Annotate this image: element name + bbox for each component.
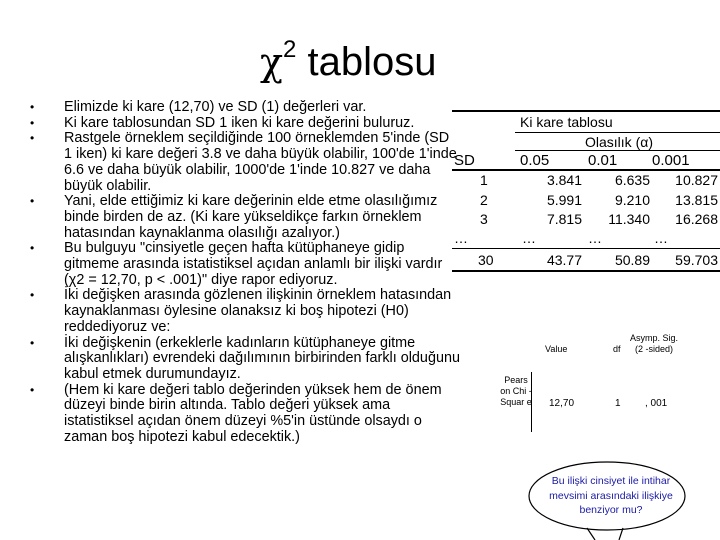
bullet-item bbox=[30, 288, 460, 335]
sig-value: , 001 bbox=[645, 398, 668, 409]
prob-header: Olasılık (α) bbox=[585, 134, 653, 150]
alpha-header-0001: 0.001 bbox=[652, 152, 690, 169]
table-cell: … bbox=[654, 230, 668, 246]
header-bottom-rule bbox=[452, 169, 720, 171]
table-cell: 11.340 bbox=[608, 211, 650, 227]
bullet-item bbox=[30, 241, 460, 288]
table-cell: 50.89 bbox=[614, 252, 650, 268]
bullet-icon: • bbox=[30, 194, 35, 209]
table-title-rule bbox=[515, 132, 720, 133]
table-cell: 10.827 bbox=[675, 172, 718, 188]
bullet-icon: • bbox=[30, 335, 35, 350]
table-cell: 5.991 bbox=[546, 192, 582, 208]
ellipsis-row-rule bbox=[452, 248, 720, 249]
table-cell: 6.635 bbox=[614, 172, 650, 188]
chi-symbol: χ bbox=[260, 40, 284, 84]
title-superscript: 2 bbox=[283, 36, 297, 63]
bullet-icon: • bbox=[30, 288, 35, 303]
asymp-sig-header: Asymp. Sig. (2 -sided) bbox=[630, 333, 679, 354]
alpha-header-005: 0.05 bbox=[520, 152, 550, 169]
df-header: df bbox=[613, 344, 621, 354]
alpha-header-001: 0.01 bbox=[588, 152, 618, 169]
sd-header: SD bbox=[454, 152, 475, 169]
table-cell: 13.815 bbox=[675, 192, 718, 208]
bullet-item bbox=[30, 336, 460, 383]
sd-cell: 1 bbox=[480, 172, 488, 188]
bullet-item bbox=[30, 194, 460, 241]
bullet-text: (Hem ki kare değeri tablo değerinden yüksek hem de önem düzeyi binde birin altında. Tablo değeri yüksek ama istatistiksel açıdan önem düzeyi %5'in üstünde olsaydı o zaman boş hipotezi kabul edecektik.) bbox=[64, 381, 442, 445]
table-cell: 9.210 bbox=[614, 192, 650, 208]
bullet-item bbox=[30, 116, 460, 132]
sd-cell: 3 bbox=[480, 211, 488, 227]
bullet-icon: • bbox=[30, 382, 35, 397]
prob-header-rule bbox=[515, 150, 720, 151]
df-value: 1 bbox=[615, 398, 621, 409]
bullet-icon: • bbox=[30, 100, 35, 114]
bullet-icon: • bbox=[30, 131, 35, 146]
table-cell: 16.268 bbox=[675, 211, 718, 227]
bullet-list bbox=[30, 100, 460, 445]
table-cell: 59.703 bbox=[675, 252, 718, 268]
value-header: Value bbox=[545, 344, 568, 354]
table-cell: 7.815 bbox=[546, 211, 582, 227]
table-cell: … bbox=[522, 230, 536, 246]
bullet-text: Ki kare tablosundan SD 1 iken ki kare değerini buluruz. bbox=[64, 114, 415, 131]
sd-cell: … bbox=[454, 230, 468, 246]
callout-text: Bu ilişki cinsiyet ile intihar mevsimi arasındaki ilişkiye benziyor mu? bbox=[549, 475, 673, 516]
table-cell: 43.77 bbox=[546, 252, 582, 268]
bullet-text: Elimizde ki kare (12,70) ve SD (1) değerleri var. bbox=[64, 99, 367, 115]
table-top-rule bbox=[452, 110, 720, 112]
table-cell: … bbox=[588, 230, 602, 246]
pearson-chi-square-label: Pears on Chi - Squar e bbox=[500, 375, 532, 407]
bullet-icon: • bbox=[30, 241, 35, 256]
bullet-text: İki değişken arasında gözlenen ilişkinin örneklem hatasından kaynaklanması öylesine olanaksız ki boş hipotezi (H0) reddediyoruz ve: bbox=[64, 287, 452, 335]
bullet-text: Bu bulguyu "cinsiyetle geçen hafta kütüphaneye gidip gitmeme arasında istatistiksel açıdan anlamlı bir ilişki vardır (χ2 = 12,70, p < .001)" diye rapor ediyoruz. bbox=[64, 240, 443, 288]
bullet-text: Yani, elde ettiğimiz ki kare değerinin elde etme olasılığımız binde birden de az. (Ki kare yükseldikçe farkın örneklem hatasından kaynaklanma olasılığı azalıyor.) bbox=[64, 193, 438, 241]
bullet-item bbox=[30, 131, 460, 194]
chi-square-value: 12,70 bbox=[549, 398, 575, 409]
bullet-item bbox=[30, 100, 460, 116]
page-title bbox=[260, 36, 437, 85]
sd-cell: 2 bbox=[480, 192, 488, 208]
table-bottom-rule bbox=[452, 270, 720, 272]
bullet-icon: • bbox=[30, 115, 35, 130]
ki-table-title: Ki kare tablosu bbox=[520, 114, 613, 130]
bullet-text: İki değişkenin (erkeklerle kadınların kütüphaneye gitme alışkanlıkları) evrendeki dağılımının birbirinden farklı olduğunu kabul etmek durumundayız. bbox=[64, 334, 460, 382]
sd-cell: 30 bbox=[478, 252, 494, 268]
bullet-text: Rastgele örneklem seçildiğinde 100 örneklemden 5'inde (SD 1 iken) ki kare değeri 3.8 ve daha büyük olabilir, 100'de 1'inde 6.6 ve daha büyük olabilir, 1000'de 1'inde 10.827 ve daha büyük olabilir. bbox=[64, 130, 457, 194]
bullet-item bbox=[30, 383, 460, 446]
table-cell: 3.841 bbox=[546, 172, 582, 188]
title-text: tablosu bbox=[307, 40, 437, 84]
